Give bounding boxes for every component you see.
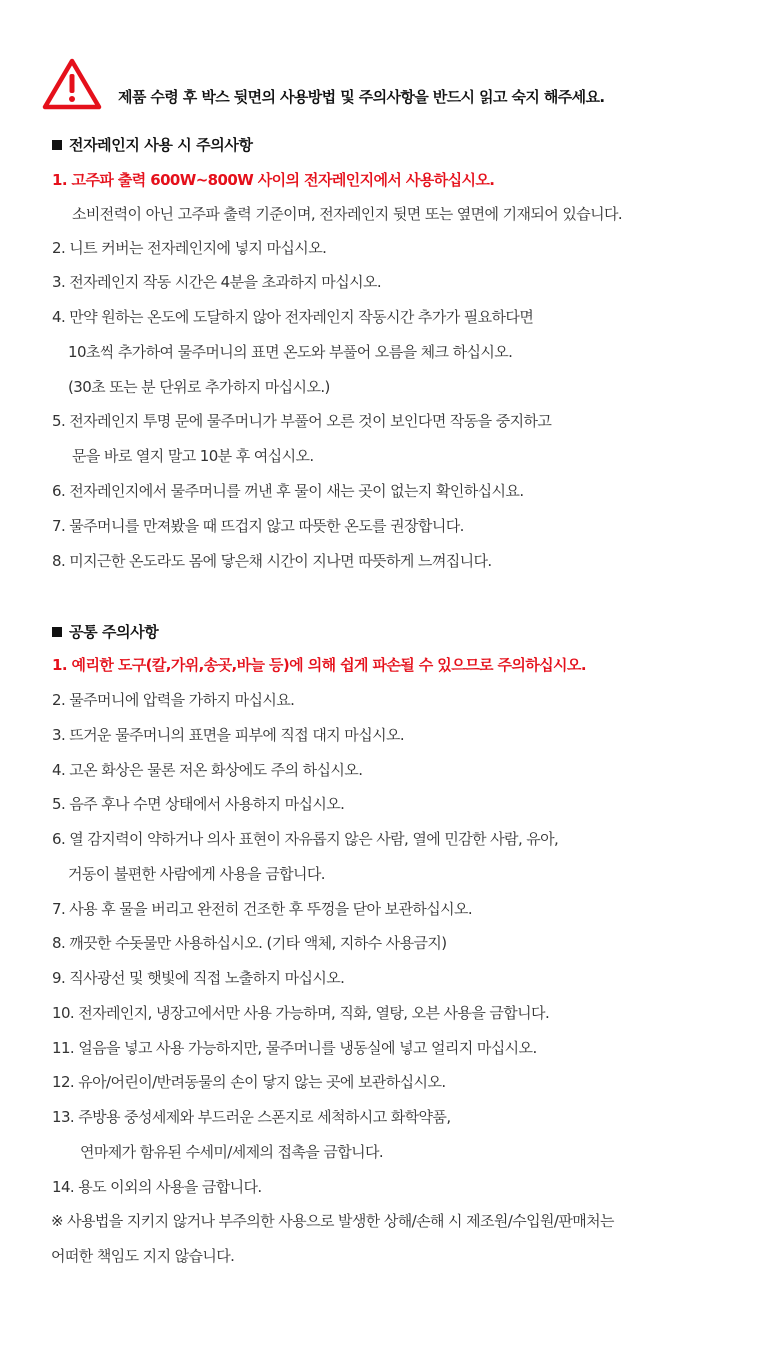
common-item-1: 1. 예리한 도구(칼,가위,송곳,바늘 등)에 의해 쉽게 파손될 수 있으므로 주의하십시오. — [52, 656, 586, 674]
common-item-13: 13. 주방용 중성세제와 부드러운 스폰지로 세척하시고 화학약품, — [52, 1108, 451, 1126]
common-heading-label: 공통 주의사항 — [69, 623, 159, 641]
disclaimer-line-2: 어떠한 책임도 지지 않습니다. — [51, 1247, 235, 1265]
microwave-item-4-cont: 10초씩 추가하여 물주머니의 표면 온도와 부풀어 오름을 체크 하십시오. — [68, 343, 513, 361]
common-item-6-cont: 거동이 불편한 사람에게 사용을 금합니다. — [68, 865, 325, 883]
common-item-13-cont: 연마제가 함유된 수세미/세제의 접촉을 금합니다. — [80, 1143, 384, 1161]
common-item-4: 4. 고온 화상은 물론 저온 화상에도 주의 하십시오. — [52, 761, 363, 779]
microwave-item-5: 5. 전자레인지 투명 문에 물주머니가 부풀어 오른 것이 보인다면 작동을 중지하고 — [52, 412, 552, 430]
square-bullet-icon — [52, 140, 62, 150]
common-item-8: 8. 깨끗한 수돗물만 사용하십시오. (기타 액체, 지하수 사용금지) — [52, 934, 447, 952]
microwave-item-8: 8. 미지근한 온도라도 몸에 닿은채 시간이 지나면 따뜻하게 느껴집니다. — [52, 552, 492, 570]
common-item-12: 12. 유아/어린이/반려동물의 손이 닿지 않는 곳에 보관하십시오. — [52, 1073, 446, 1091]
microwave-item-1: 1. 고주파 출력 600W~800W 사이의 전자레인지에서 사용하십시오. — [52, 171, 495, 189]
microwave-item-3: 3. 전자레인지 작동 시간은 4분을 초과하지 마십시오. — [52, 273, 382, 291]
common-item-9: 9. 직사광선 및 햇빛에 직접 노출하지 마십시오. — [52, 969, 345, 987]
microwave-item-1-detail: 소비전력이 아닌 고주파 출력 기준이며, 전자레인지 뒷면 또는 옆면에 기재되어 있습니다. — [72, 205, 623, 223]
common-item-5: 5. 음주 후나 수면 상태에서 사용하지 마십시오. — [52, 795, 345, 813]
common-item-3: 3. 뜨거운 물주머니의 표면을 피부에 직접 대지 마십시오. — [52, 726, 405, 744]
common-item-14: 14. 용도 이외의 사용을 금합니다. — [52, 1178, 262, 1196]
square-bullet-icon — [52, 627, 62, 637]
microwave-section-heading — [52, 134, 253, 155]
disclaimer-line-1: ※ 사용법을 지키지 않거나 부주의한 사용으로 발생한 상해/손해 시 제조원/수입원/판매처는 — [51, 1212, 614, 1230]
microwave-item-4-note: (30초 또는 분 단위로 추가하지 마십시오.) — [68, 378, 330, 396]
microwave-heading-label: 전자레인지 사용 시 주의사항 — [69, 136, 253, 154]
notice-text: 제품 수령 후 박스 뒷면의 사용방법 및 주의사항을 반드시 읽고 숙지 해주세요. — [118, 88, 605, 106]
common-item-10: 10. 전자레인지, 냉장고에서만 사용 가능하며, 직화, 열탕, 오븐 사용을 금합니다. — [52, 1004, 550, 1022]
microwave-item-6: 6. 전자레인지에서 물주머니를 꺼낸 후 물이 새는 곳이 없는지 확인하십시요. — [52, 482, 524, 500]
common-item-6: 6. 열 감지력이 약하거나 의사 표현이 자유롭지 않은 사람, 열에 민감한 사람, 유아, — [52, 830, 559, 848]
microwave-item-7: 7. 물주머니를 만져봤을 때 뜨겁지 않고 따뜻한 온도를 권장합니다. — [52, 517, 464, 535]
microwave-item-5-cont: 문을 바로 열지 말고 10분 후 여십시오. — [72, 447, 314, 465]
microwave-item-4: 4. 만약 원하는 온도에 도달하지 않아 전자레인지 작동시간 추가가 필요하다면 — [52, 308, 534, 326]
common-item-7: 7. 사용 후 물을 버리고 완전히 건조한 후 뚜껑을 닫아 보관하십시오. — [52, 900, 473, 918]
microwave-item-2: 2. 니트 커버는 전자레인지에 넣지 마십시오. — [52, 239, 327, 257]
common-section-heading — [52, 621, 158, 642]
warning-triangle-icon — [41, 57, 103, 111]
common-item-11: 11. 얼음을 넣고 사용 가능하지만, 물주머니를 냉동실에 넣고 얼리지 마십시오. — [52, 1039, 537, 1057]
common-item-2: 2. 물주머니에 압력을 가하지 마십시요. — [52, 691, 295, 709]
